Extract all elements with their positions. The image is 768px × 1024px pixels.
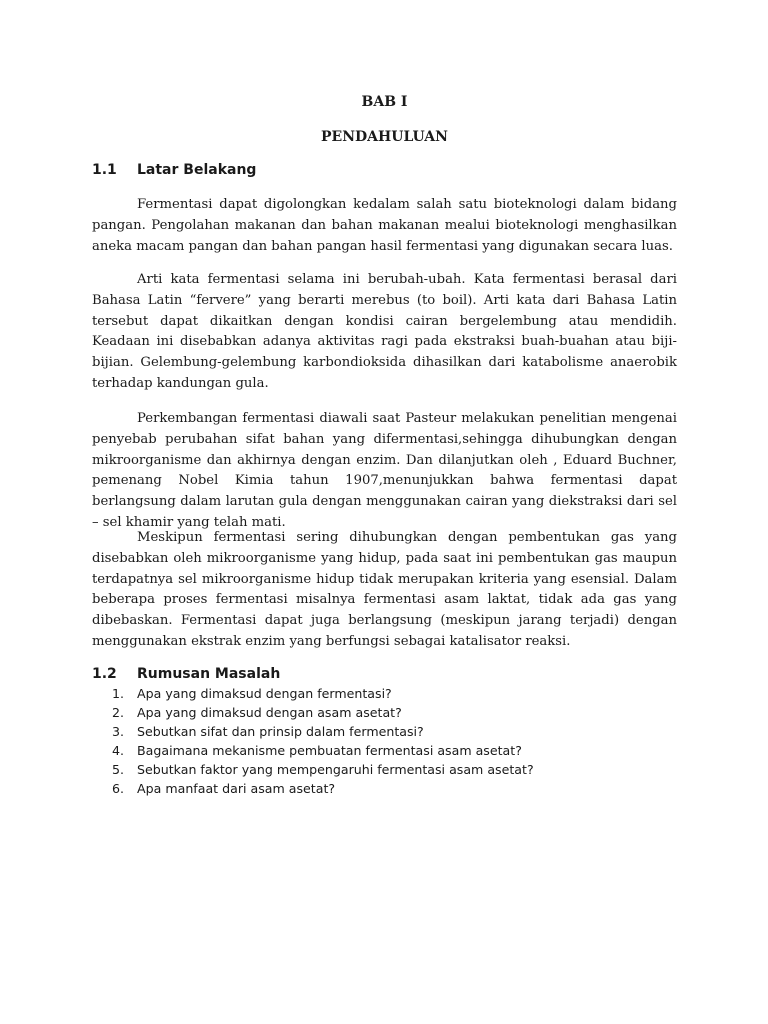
section-number: 1.1	[92, 162, 117, 178]
section-title: Rumusan Masalah	[137, 666, 281, 682]
chapter-title: PENDAHULUAN	[321, 129, 448, 145]
list-item-number: 6.	[112, 781, 125, 796]
list-item	[112, 741, 672, 760]
question-list	[112, 684, 672, 798]
list-item-number: 4.	[112, 743, 125, 758]
paragraph: Arti kata fermentasi selama ini berubah-ubah. Kata fermentasi berasal dari Bahasa Latin “fervere” yang berarti merebus (to boil). Arti kata dari Bahasa Latin tersebut dapat dikaitkan dengan kondisi cairan bergelembung atau mendidih. Keadaan ini disebabkan adanya aktivitas ragi pada ekstraksi buah-buahan atau biji-bijian. Gelembung-gelembung karbondioksida dihasilkan dari katabolisme anaerobik terhadap kandungan gula.	[92, 272, 677, 391]
list-item-text: Sebutkan faktor yang mempengaruhi fermentasi asam asetat?	[137, 762, 534, 777]
section-heading-rumusan-masalah	[92, 665, 280, 683]
paragraph: Fermentasi dapat digolongkan kedalam salah satu bioteknologi dalam bidang pangan. Pengolahan makanan dan bahan makanan mealui bioteknologi menghasilkan aneka macam pangan dan bahan pangan hasil fermentasi yang digunakan secara luas.	[92, 197, 677, 254]
section-heading-latar-belakang	[92, 161, 256, 179]
list-item	[112, 684, 672, 703]
paragraph: Perkembangan fermentasi diawali saat Pasteur melakukan penelitian mengenai penyebab perubahan sifat bahan yang difermentasi,sehingga dihubungkan dengan mikroorganisme dan akhirnya dengan enzim. Dan dilanjutkan oleh , Eduard Buchner, pemenang Nobel Kimia tahun 1907,menunjukkan bahwa fermentasi dapat berlangsung dalam larutan gula dengan menggunakan cairan yang diekstraksi dari sel – sel khamir yang telah mati.	[92, 411, 677, 530]
list-item	[112, 722, 672, 741]
list-item	[112, 760, 672, 779]
list-item-number: 1.	[112, 686, 125, 701]
paragraph: Meskipun fermentasi sering dihubungkan dengan pembentukan gas yang disebabkan oleh mikroorganisme yang hidup, pada saat ini pembentukan gas maupun terdapatnya sel mikroorganisme hidup tidak merupakan kriteria yang esensial. Dalam beberapa proses fermentasi misalnya fermentasi asam laktat, tidak ada gas yang dibebaskan. Fermentasi dapat juga berlangsung (meskipun jarang terjadi) dengan menggunakan ekstrak enzim yang berfungsi sebagai katalisator reaksi.	[92, 530, 677, 649]
list-item	[112, 703, 672, 722]
list-item-number: 3.	[112, 724, 125, 739]
list-item-text: Apa manfaat dari asam asetat?	[137, 781, 336, 796]
list-item-number: 5.	[112, 762, 125, 777]
list-item-text: Apa yang dimaksud dengan fermentasi?	[137, 686, 392, 701]
list-item-text: Apa yang dimaksud dengan asam asetat?	[137, 705, 402, 720]
section-number: 1.2	[92, 666, 117, 682]
list-item-text: Sebutkan sifat dan prinsip dalam fermentasi?	[137, 724, 424, 739]
list-item	[112, 779, 672, 798]
section-title: Latar Belakang	[137, 162, 257, 178]
list-item-number: 2.	[112, 705, 125, 720]
list-item-text: Bagaimana mekanisme pembuatan fermentasi asam asetat?	[137, 743, 522, 758]
chapter-number: BAB I	[361, 94, 408, 110]
